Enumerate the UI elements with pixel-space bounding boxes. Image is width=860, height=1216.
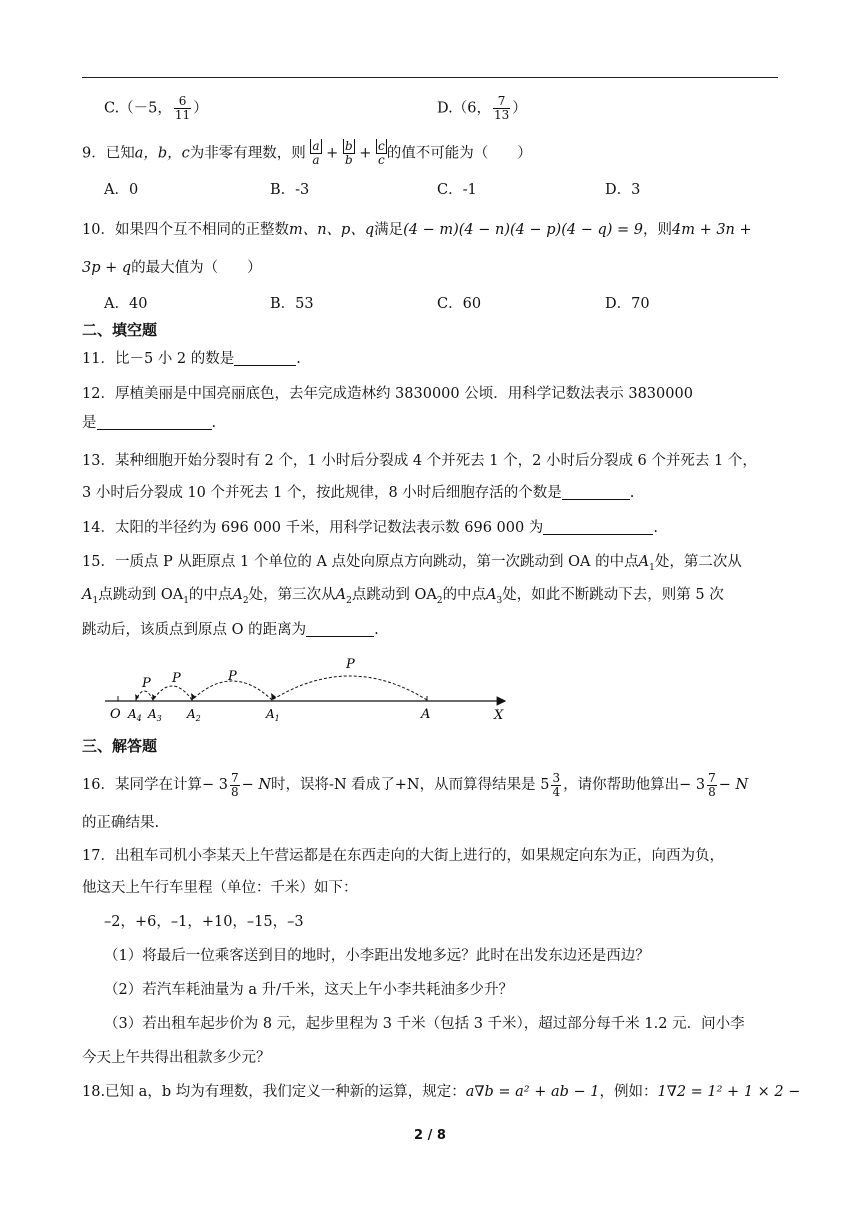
jump-arc-4 — [136, 691, 153, 700]
point-label-a3: $A_3$ — [148, 707, 162, 723]
question-12-line-1: 12．厚植美丽是中国亮丽底色，去年完成造林约 3830000 公顷．用科学记数法表示 3830000 — [82, 386, 693, 402]
number-line-figure — [100, 650, 520, 725]
question-17-data: –2，+6，–1，+10，–15，–3 — [104, 914, 304, 930]
abs-frac-c: $\frac{c}{c}$ — [378, 139, 385, 167]
point-label-a2: $A_2$ — [187, 707, 201, 723]
q10-option-c: C．60 — [437, 296, 482, 312]
question-17-part-1: （1）将最后一位乘客送到目的地时，小李距出发地多远？此时在出发东边还是西边？ — [104, 948, 650, 964]
q9-option-d: D．3 — [605, 182, 641, 198]
jump-arc-1 — [272, 676, 427, 700]
point-label-x: X — [494, 708, 504, 723]
question-16-line-2: 的正确结果. — [82, 815, 160, 831]
abs-frac-a: $\frac{a}{a}$ — [312, 139, 320, 167]
question-17-part-2: （2）若汽车耗油量为 a 升/千米，这天上午小李共耗油多少升？ — [104, 982, 513, 998]
question-17-part-3: （3）若出租车起步价为 8 元，起步里程为 3 千米（包括 3 千米），超过部分每千米 1.2 元．问小李 — [104, 1016, 745, 1032]
question-13-line-2: 3 小时后分裂成 10 个并死去 1 个，按此规律，8 小时后细胞存活的个数是 . — [82, 485, 635, 501]
answer-blank — [97, 414, 212, 430]
question-16-line-1: 16．某同学在计算− 3 $\frac{7}{8}$ − N时，误将-N 看成了+N，从而算得结果是 5 $\frac{3}{4}$ ，请你帮助他算出− 3 $\frac{7}{8}$ − N — [82, 770, 749, 799]
question-11: 11．比－5 小 2 的数是 . — [82, 351, 301, 367]
jump-label-p: P — [142, 676, 151, 691]
q9-option-b: B．-3 — [270, 182, 310, 198]
q8-option-c: C.（－5， $\frac{6}{11}$ ） — [104, 94, 208, 122]
answer-blank — [543, 519, 653, 535]
answer-blank — [234, 350, 296, 366]
q9-option-a: A．0 — [104, 182, 139, 198]
question-17-part-3-cont: 今天上午共得出租款多少元？ — [82, 1050, 271, 1066]
section-answer-title: 三、解答题 — [82, 737, 158, 755]
abs-frac-b: $\frac{b}{b}$ — [344, 139, 353, 167]
answer-blank — [562, 484, 630, 500]
question-10-line-2: 3p + q的最大值为（ ） — [82, 260, 262, 276]
point-label-a: A — [421, 707, 431, 722]
question-10-line-1: 10．如果四个互不相同的正整数m、n、p、q满足(4 − m)(4 − n)(4 − p)(4 − q) = 9，则4m + 3n + — [82, 222, 752, 238]
question-9: 9．已知a，b，c为非零有理数，则 $\frac{a}{a}$ + $\frac{b}{b}$ + $\frac{c}{c}$ 的值不可能为（ ） — [82, 139, 532, 167]
question-18-line-1: 18.已知 a，b 均为有理数，我们定义一种新的运算，规定：a∇b = a² + ab − 1，例如：1∇2 = 1² + 1 × 2 − — [82, 1084, 801, 1100]
q10-option-a: A．40 — [104, 296, 148, 312]
q10-option-d: D．70 — [605, 296, 650, 312]
q10-option-b: B．53 — [270, 296, 314, 312]
question-12-line-2: 是 . — [82, 415, 217, 431]
point-label-a1: $A_1$ — [266, 707, 280, 723]
header-rule — [82, 77, 778, 78]
answer-blank — [306, 621, 374, 637]
point-label-a4: $A_4$ — [128, 707, 142, 723]
jump-label-p: P — [228, 669, 237, 684]
section-fill-in-title: 二、填空题 — [82, 321, 158, 339]
question-17-line-1: 17．出租车司机小李某天上午营运都是在东西走向的大街上进行的，如果规定向东为正，向西为负， — [82, 848, 724, 864]
question-15-line-3: 跳动后，该质点到原点 O 的距离为 . — [82, 622, 379, 638]
q9-option-c: C．-1 — [437, 182, 477, 198]
jump-label-p: P — [172, 671, 181, 686]
jump-label-p: P — [346, 657, 355, 672]
jump-arc-3 — [153, 686, 192, 700]
question-14: 14．太阳的半径约为 696 000 千米，用科学记数法表示数 696 000 为 . — [82, 520, 658, 536]
question-13-line-1: 13．某种细胞开始分裂时有 2 个，1 小时后分裂成 4 个并死去 1 个，2 小时后分裂成 6 个并死去 1 个， — [82, 453, 757, 469]
question-15-line-2: $A_1$点跳动到 $OA_1$的中点$A_2$处，第三次从$A_2$点跳动到 $OA_2$的中点$A_3$处，如此不断跳动下去，则第 5 次 — [82, 587, 724, 606]
point-label-o: O — [110, 707, 121, 722]
q8-option-d: D.（6， $\frac{7}{13}$ ） — [437, 94, 527, 122]
page-number: 2 / 8 — [414, 1128, 446, 1143]
question-17-line-2: 他这天上午行车里程（单位：千米）如下： — [82, 880, 358, 896]
question-15-line-1: 15．一质点 P 从距原点 1 个单位的 A 点处向原点方向跳动，第一次跳动到 OA 的中点$A_1$处，第二次从 — [82, 554, 742, 573]
